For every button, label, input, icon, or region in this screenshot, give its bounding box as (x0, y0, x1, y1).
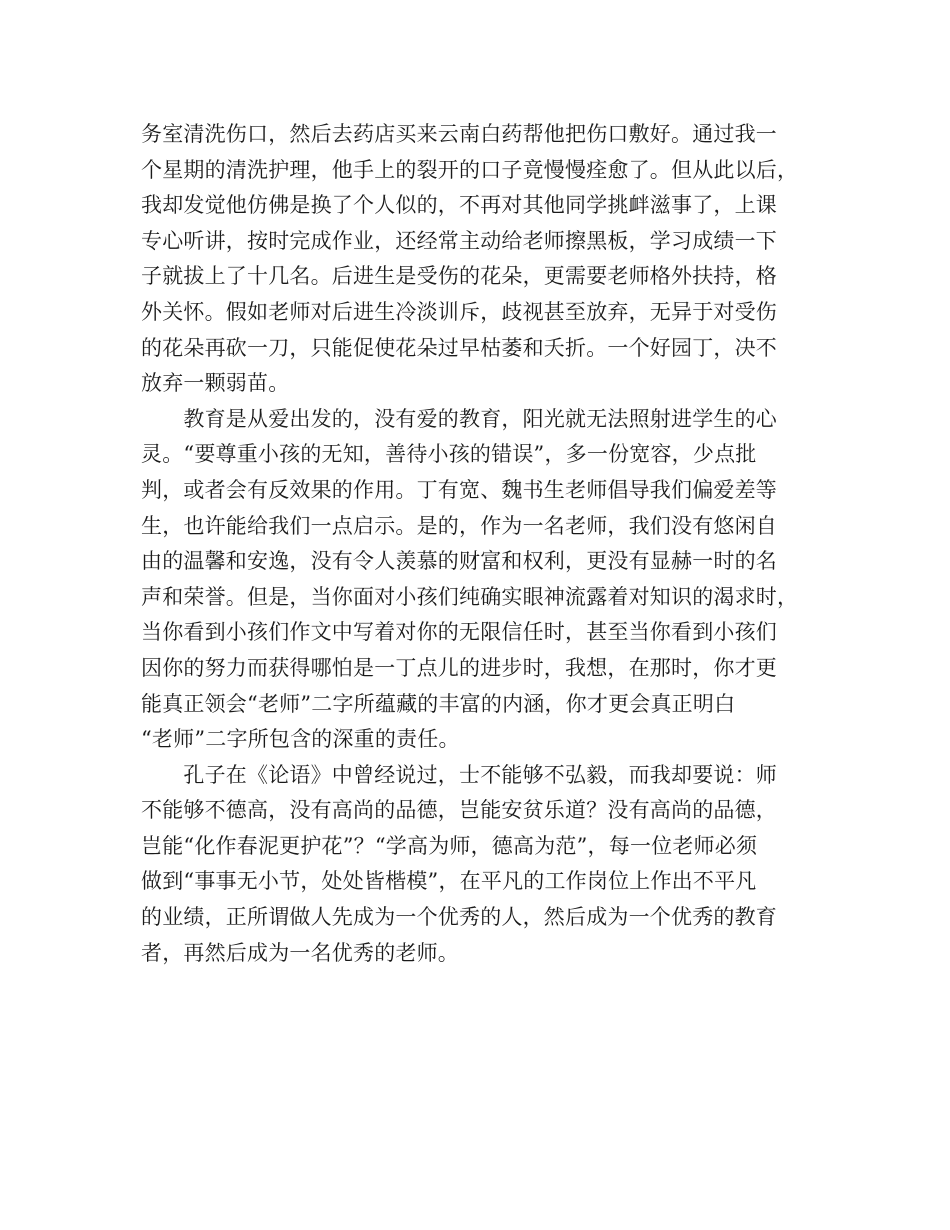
text-line: 判，或者会有反效果的作用。丁有宽、魏书生老师倡导我们偏爱差等 (141, 477, 777, 502)
document-body (141, 117, 821, 971)
text-line: 因你的努力而获得哪怕是一丁点儿的进步时，我想，在那时，你才更 (141, 655, 777, 680)
text-line: 者，再然后成为一名优秀的老师。 (141, 940, 459, 965)
text-line: 外关怀。假如老师对后进生冷淡训斥，歧视甚至放弃，无异于对受伤 (141, 299, 777, 324)
paragraph-3 (141, 758, 821, 972)
text-line: 教育是从爱出发的，没有爱的教育，阳光就无法照射进学生的心 (141, 406, 777, 431)
paragraph-2 (141, 402, 821, 758)
text-line: 务室清洗伤口，然后去药店买来云南白药帮他把伤口敷好。通过我一 (141, 122, 777, 146)
text-line: 个星期的清洗护理，他手上的裂开的口子竟慢慢痊愈了。但从此以后， (141, 157, 799, 182)
text-line: 专心听讲，按时完成作业，还经常主动给老师擦黑板，学习成绩一下 (141, 228, 777, 253)
text-line: 放弃一颗弱苗。 (141, 371, 290, 396)
text-line: 灵。“要尊重小孩的无知，善待小孩的错误”，多一份宽容，少点批 (141, 442, 757, 467)
text-line: 生，也许能给我们一点启示。是的，作为一名老师，我们没有悠闲自 (141, 513, 777, 538)
text-line: 声和荣誉。但是，当你面对小孩们纯确实眼神流露着对知识的渴求时， (141, 584, 799, 609)
text-line: 当你看到小孩们作文中写着对你的无限信任时，甚至当你看到小孩们 (141, 620, 777, 645)
text-line: 能真正领会“老师”二字所蕴藏的丰富的内涵，你才更会真正明白 (141, 691, 736, 716)
text-line: 不能够不德高，没有高尚的品德，岂能安贫乐道？没有高尚的品德， (141, 798, 777, 823)
paragraph-1 (141, 117, 821, 402)
text-line: 由的温馨和安逸，没有令人羡慕的财富和权利，更没有显赫一时的名 (141, 549, 777, 574)
text-line: 的业绩，正所谓做人先成为一个优秀的人，然后成为一个优秀的教育 (141, 905, 777, 930)
text-line: 子就拔上了十几名。后进生是受伤的花朵，更需要老师格外扶持，格 (141, 264, 777, 289)
text-line: 岂能“化作春泥更护花”？“学高为师，德高为范”，每一位老师必须 (141, 833, 758, 858)
text-line: 的花朵再砍一刀，只能促使花朵过早枯萎和夭折。一个好园丁，决不 (141, 335, 777, 360)
text-line: 做到“事事无小节，处处皆楷模”，在平凡的工作岗位上作出不平凡 (141, 869, 757, 894)
text-line: 我却发觉他仿佛是换了个人似的，不再对其他同学挑衅滋事了，上课 (141, 193, 777, 218)
text-line: 孔子在《论语》中曾经说过，士不能够不弘毅，而我却要说：师 (141, 762, 777, 787)
text-line: “老师”二字所包含的深重的责任。 (141, 727, 460, 752)
